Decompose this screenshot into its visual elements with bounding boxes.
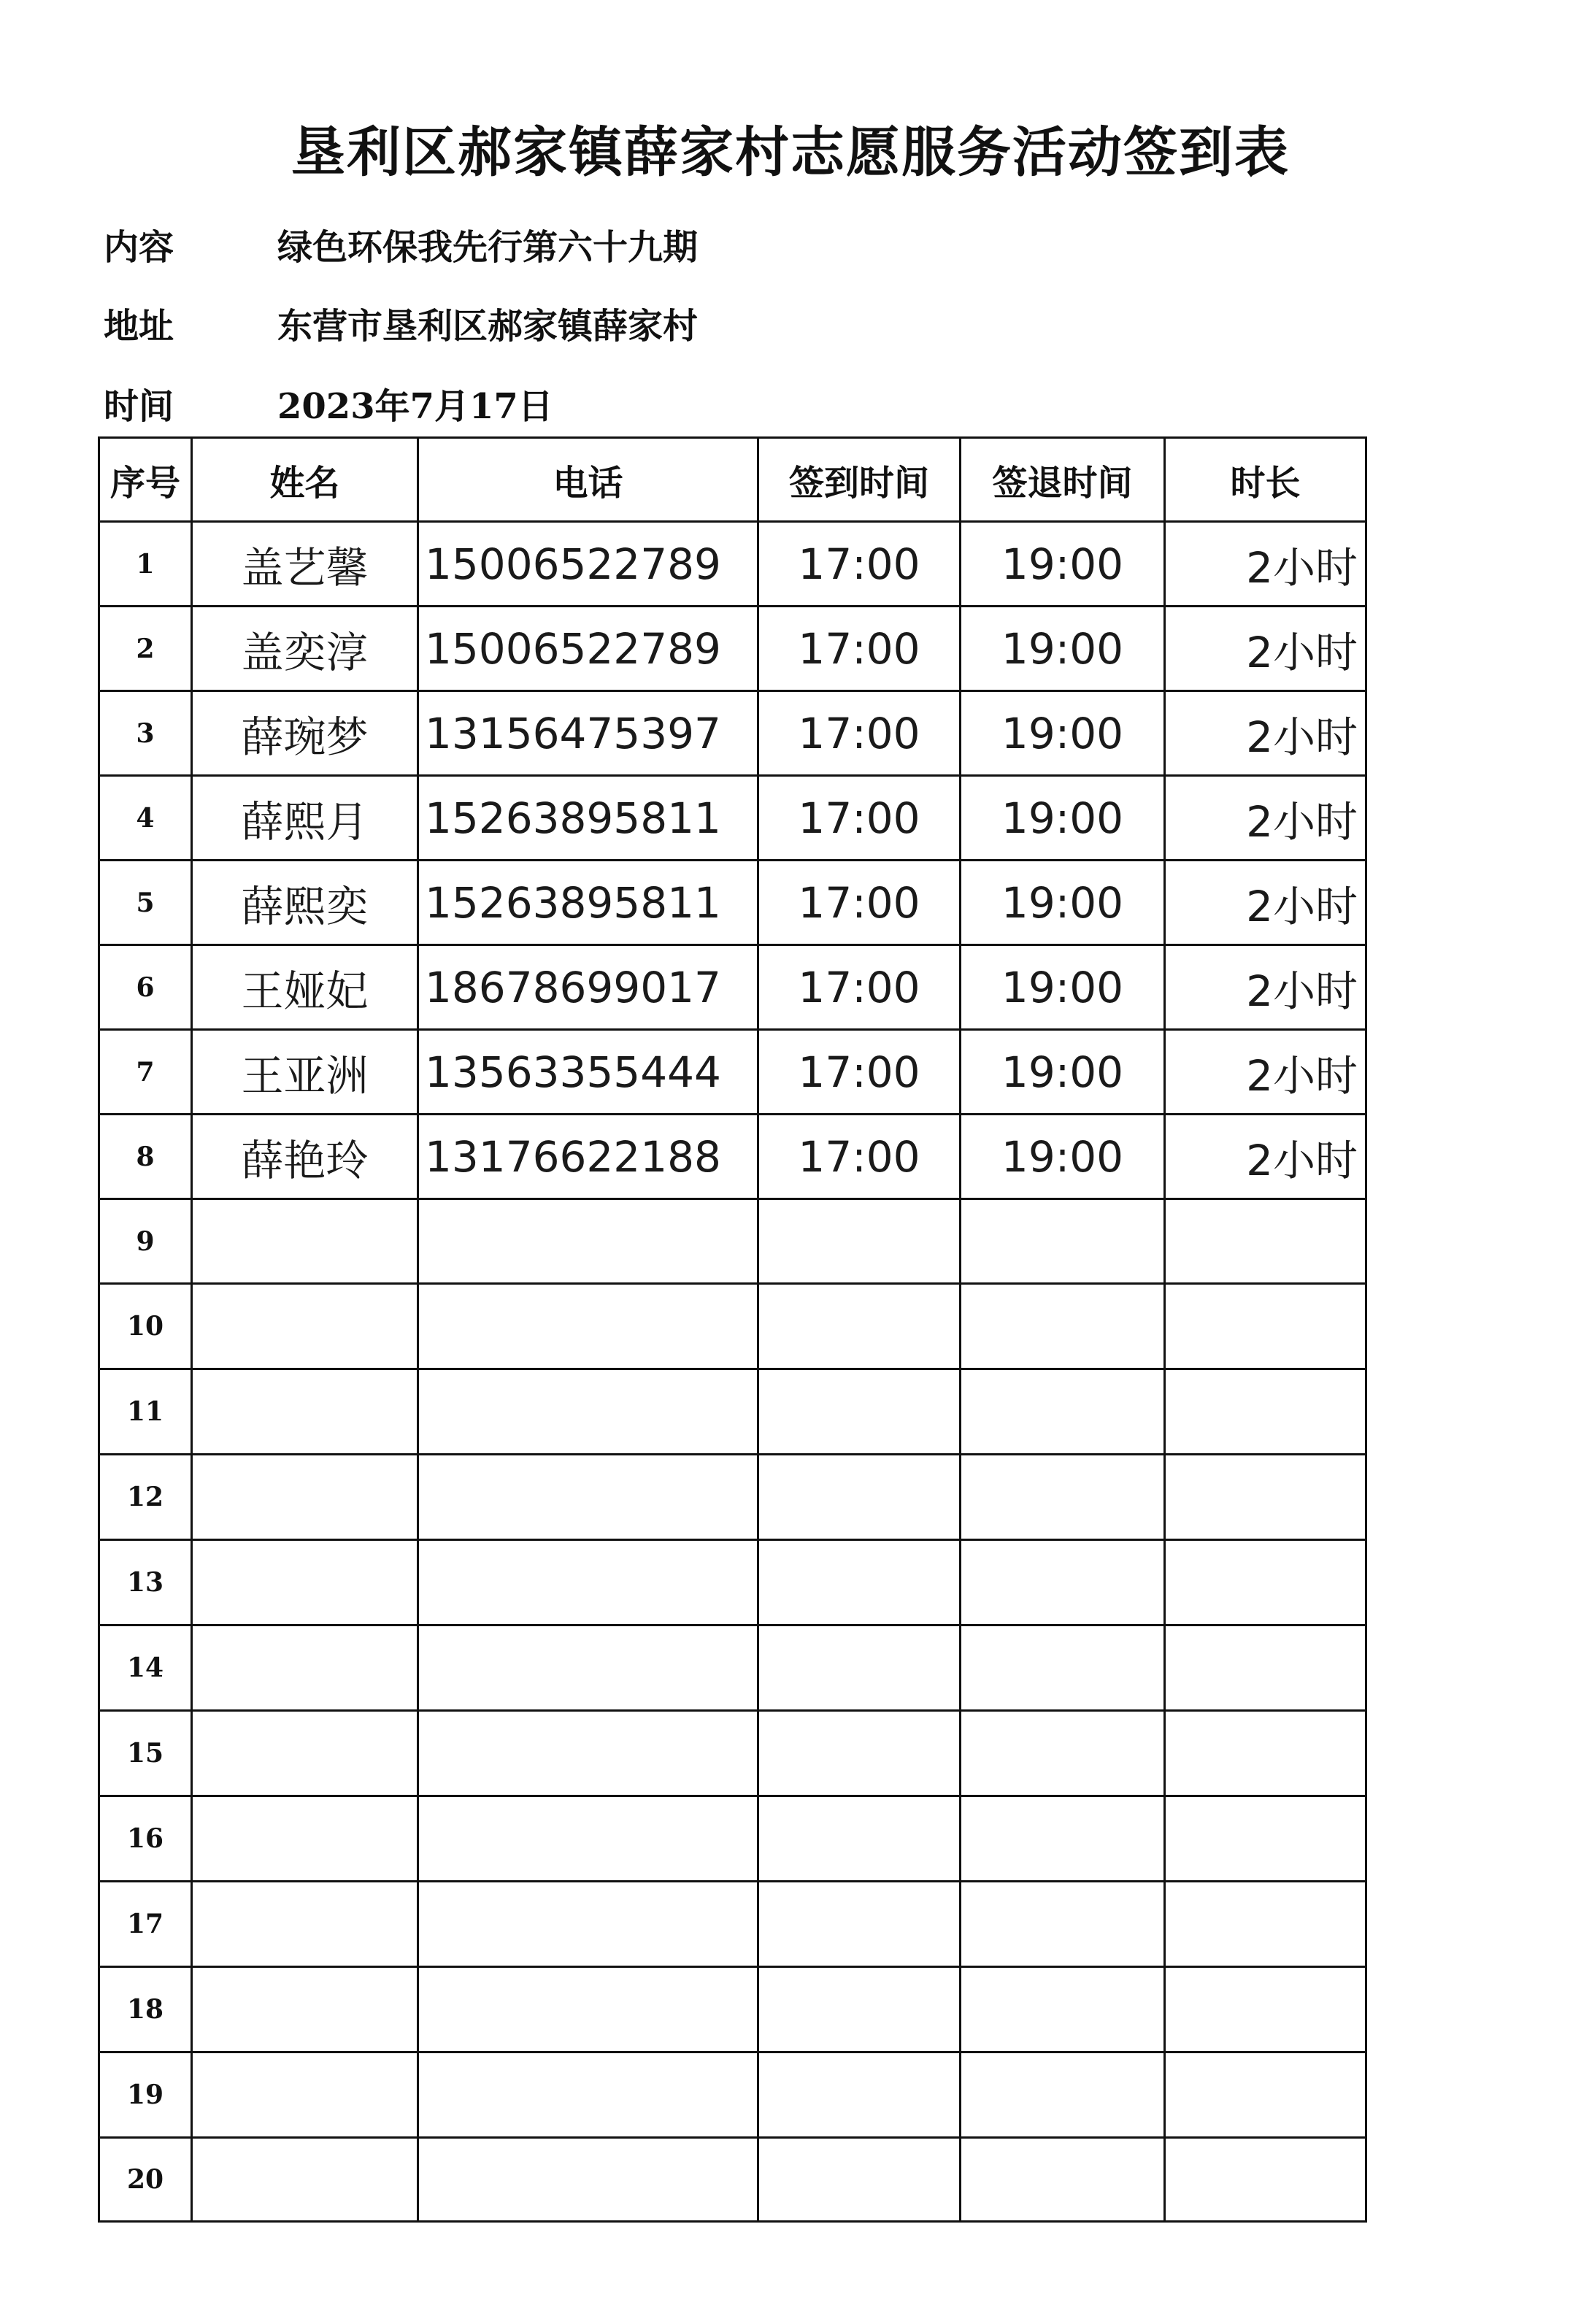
row-phone — [418, 1199, 758, 1284]
row-index: 18 — [99, 1967, 192, 2052]
row-sign-in-time: 17:00 — [758, 945, 961, 1030]
row-duration — [1165, 1711, 1366, 1796]
row-sign-out-time: 19:00 — [961, 691, 1165, 776]
table-row — [99, 1711, 1366, 1796]
row-index: 20 — [99, 2138, 192, 2222]
row-name — [192, 1199, 418, 1284]
row-sign-out-time — [961, 1882, 1165, 1967]
row-name — [192, 2138, 418, 2222]
row-index: 11 — [99, 1369, 192, 1455]
row-duration: 2小时 — [1165, 776, 1366, 861]
row-duration — [1165, 1625, 1366, 1711]
row-sign-in-time — [758, 1625, 961, 1711]
header-name: 姓名 — [192, 438, 418, 522]
table-row — [99, 1967, 1366, 2052]
row-name — [192, 1967, 418, 2052]
row-sign-in-time — [758, 1967, 961, 2052]
row-sign-out-time — [961, 1625, 1165, 1711]
row-sign-in-time — [758, 1540, 961, 1625]
row-duration — [1165, 1284, 1366, 1369]
row-sign-in-time — [758, 1199, 961, 1284]
table-row — [99, 945, 1366, 1030]
table-row — [99, 522, 1366, 607]
row-sign-in-time — [758, 1796, 961, 1882]
table-row — [99, 1882, 1366, 1967]
row-phone — [418, 1284, 758, 1369]
row-name — [192, 1625, 418, 1711]
row-sign-out-time — [961, 2052, 1165, 2138]
row-duration — [1165, 1455, 1366, 1540]
row-index: 8 — [99, 1115, 192, 1199]
row-sign-in-time: 17:00 — [758, 861, 961, 945]
row-index: 14 — [99, 1625, 192, 1711]
row-index: 5 — [99, 861, 192, 945]
row-duration: 2小时 — [1165, 522, 1366, 607]
table-row — [99, 1369, 1366, 1455]
row-index: 1 — [99, 522, 192, 607]
row-name: 薛熙月 — [192, 776, 418, 861]
row-phone — [418, 1540, 758, 1625]
content-label: 内容 — [104, 227, 174, 268]
row-phone — [418, 1967, 758, 2052]
row-index: 9 — [99, 1199, 192, 1284]
row-phone — [418, 1882, 758, 1967]
table-row — [99, 2052, 1366, 2138]
row-duration — [1165, 1882, 1366, 1967]
row-sign-out-time — [961, 1540, 1165, 1625]
header-phone: 电话 — [418, 438, 758, 522]
row-duration: 2小时 — [1165, 1030, 1366, 1115]
row-sign-in-time — [758, 1711, 961, 1796]
row-name: 薛熙奕 — [192, 861, 418, 945]
row-duration: 2小时 — [1165, 607, 1366, 691]
row-duration — [1165, 1369, 1366, 1455]
row-index: 17 — [99, 1882, 192, 1967]
row-sign-out-time: 19:00 — [961, 861, 1165, 945]
row-phone: 13156475397 — [418, 691, 758, 776]
row-index: 2 — [99, 607, 192, 691]
row-sign-in-time: 17:00 — [758, 1115, 961, 1199]
row-phone: 15006522789 — [418, 522, 758, 607]
row-phone: 15263895811 — [418, 776, 758, 861]
row-duration: 2小时 — [1165, 945, 1366, 1030]
row-sign-out-time — [961, 1455, 1165, 1540]
row-sign-out-time — [961, 1967, 1165, 2052]
header-sign-out-time: 签退时间 — [961, 438, 1165, 522]
content-value: 绿色环保我先行第六十九期 — [277, 227, 699, 268]
row-index: 3 — [99, 691, 192, 776]
table-row — [99, 691, 1366, 776]
table-row — [99, 1625, 1366, 1711]
row-sign-in-time — [758, 1284, 961, 1369]
row-duration — [1165, 1796, 1366, 1882]
row-duration — [1165, 1199, 1366, 1284]
header-duration: 时长 — [1165, 438, 1366, 522]
row-sign-in-time: 17:00 — [758, 776, 961, 861]
row-duration — [1165, 1540, 1366, 1625]
row-phone: 18678699017 — [418, 945, 758, 1030]
row-name: 盖艺馨 — [192, 522, 418, 607]
table-row — [99, 1030, 1366, 1115]
row-sign-in-time — [758, 2138, 961, 2222]
row-name — [192, 1882, 418, 1967]
row-sign-in-time: 17:00 — [758, 1030, 961, 1115]
header-index: 序号 — [99, 438, 192, 522]
row-sign-in-time: 17:00 — [758, 522, 961, 607]
row-sign-out-time — [961, 1711, 1165, 1796]
row-name: 盖奕淳 — [192, 607, 418, 691]
table-row — [99, 1540, 1366, 1625]
row-index: 10 — [99, 1284, 192, 1369]
row-index: 16 — [99, 1796, 192, 1882]
page-title: 垦利区郝家镇薛家村志愿服务活动签到表 — [291, 121, 1290, 184]
row-duration: 2小时 — [1165, 1115, 1366, 1199]
row-phone — [418, 1455, 758, 1540]
row-name: 薛琬梦 — [192, 691, 418, 776]
row-sign-out-time — [961, 1284, 1165, 1369]
row-sign-out-time — [961, 1199, 1165, 1284]
row-duration — [1165, 2052, 1366, 2138]
row-index: 15 — [99, 1711, 192, 1796]
row-phone: 15006522789 — [418, 607, 758, 691]
table-row — [99, 1115, 1366, 1199]
table-header-row — [99, 438, 1366, 522]
row-name — [192, 1540, 418, 1625]
row-sign-out-time — [961, 2138, 1165, 2222]
row-phone — [418, 2052, 758, 2138]
row-duration — [1165, 2138, 1366, 2222]
row-phone — [418, 2138, 758, 2222]
row-index: 12 — [99, 1455, 192, 1540]
row-name: 王亚洲 — [192, 1030, 418, 1115]
row-name: 王娅妃 — [192, 945, 418, 1030]
table-row — [99, 861, 1366, 945]
row-index: 4 — [99, 776, 192, 861]
row-duration — [1165, 1967, 1366, 2052]
table-row — [99, 776, 1366, 861]
row-phone: 13176622188 — [418, 1115, 758, 1199]
time-value: 2023年7月17日 — [277, 386, 553, 427]
table-row — [99, 1284, 1366, 1369]
row-sign-out-time — [961, 1796, 1165, 1882]
row-phone — [418, 1369, 758, 1455]
row-duration: 2小时 — [1165, 861, 1366, 945]
time-label: 时间 — [104, 386, 174, 427]
row-sign-in-time — [758, 1455, 961, 1540]
row-name — [192, 1796, 418, 1882]
row-sign-in-time — [758, 2052, 961, 2138]
table-row — [99, 2138, 1366, 2222]
row-phone — [418, 1625, 758, 1711]
table-row — [99, 1455, 1366, 1540]
table-row — [99, 1796, 1366, 1882]
row-name — [192, 1284, 418, 1369]
row-name — [192, 1711, 418, 1796]
address-value: 东营市垦利区郝家镇薛家村 — [277, 306, 699, 347]
table-row — [99, 607, 1366, 691]
row-sign-out-time: 19:00 — [961, 522, 1165, 607]
row-name — [192, 1455, 418, 1540]
row-phone: 13563355444 — [418, 1030, 758, 1115]
address-label: 地址 — [104, 306, 174, 347]
row-index: 13 — [99, 1540, 192, 1625]
sign-in-table — [98, 436, 1367, 2223]
row-sign-out-time: 19:00 — [961, 1030, 1165, 1115]
row-phone — [418, 1796, 758, 1882]
row-sign-in-time — [758, 1369, 961, 1455]
table-row — [99, 1199, 1366, 1284]
row-sign-out-time — [961, 1369, 1165, 1455]
row-sign-in-time: 17:00 — [758, 691, 961, 776]
row-name: 薛艳玲 — [192, 1115, 418, 1199]
row-sign-out-time: 19:00 — [961, 945, 1165, 1030]
row-sign-in-time: 17:00 — [758, 607, 961, 691]
header-sign-in-time: 签到时间 — [758, 438, 961, 522]
row-index: 6 — [99, 945, 192, 1030]
row-sign-out-time: 19:00 — [961, 776, 1165, 861]
row-name — [192, 1369, 418, 1455]
row-phone: 15263895811 — [418, 861, 758, 945]
row-index: 7 — [99, 1030, 192, 1115]
row-index: 19 — [99, 2052, 192, 2138]
row-sign-out-time: 19:00 — [961, 1115, 1165, 1199]
row-duration: 2小时 — [1165, 691, 1366, 776]
row-name — [192, 2052, 418, 2138]
row-phone — [418, 1711, 758, 1796]
row-sign-in-time — [758, 1882, 961, 1967]
row-sign-out-time: 19:00 — [961, 607, 1165, 691]
